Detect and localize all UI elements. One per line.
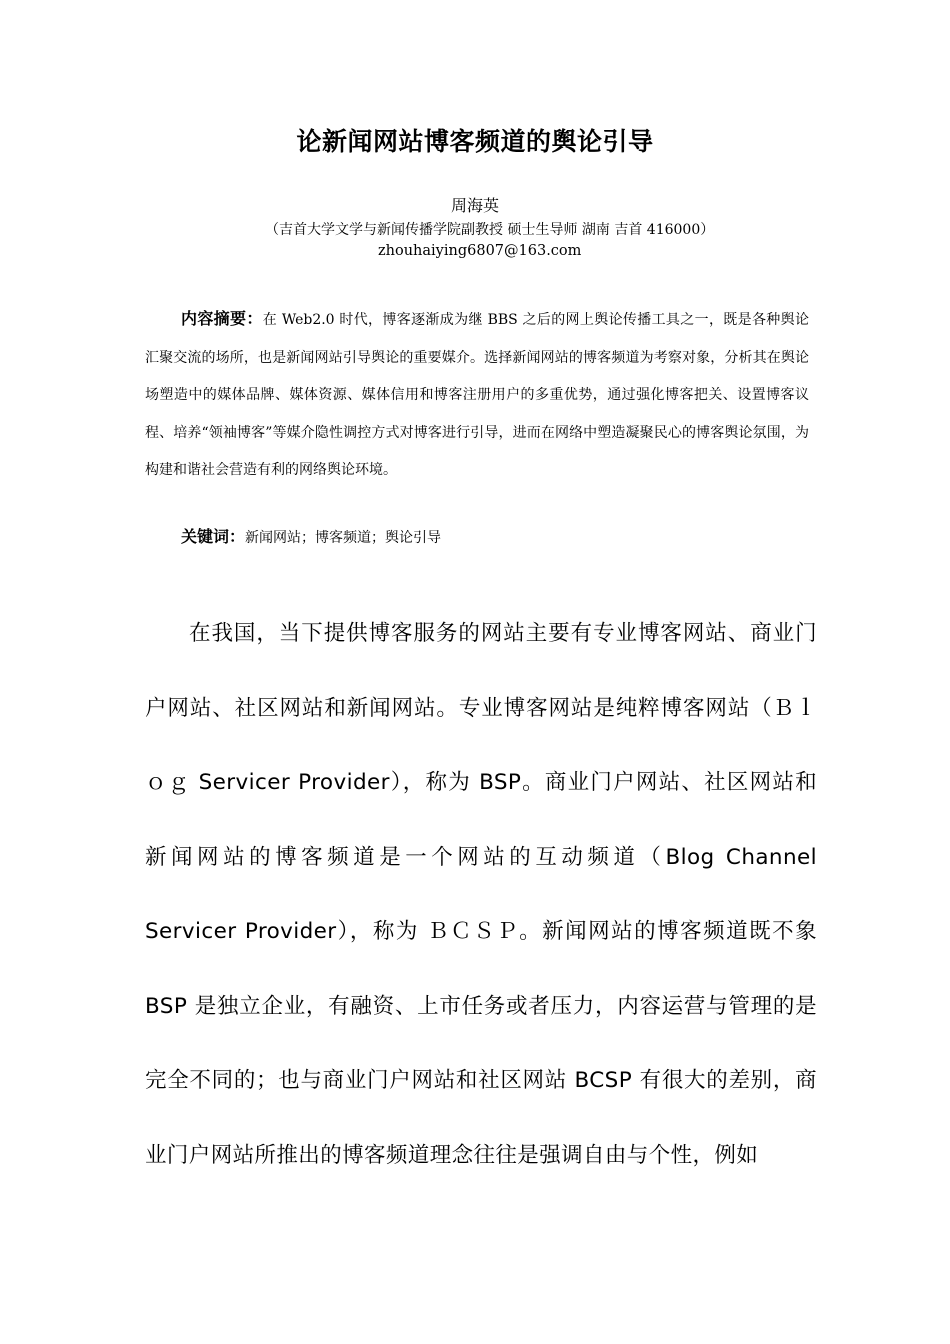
abstract-text: 在 Web2.0 时代，博客逐渐成为继 BBS 之后的网上舆论传播工具之一，既是各种舆论汇聚交流的场所，也是新闻网站引导舆论的重要媒介。选择新闻网站的博客频道为考察对象，分析其在舆论场塑造中的媒体品牌、媒体资源、媒体信用和博客注册用户的多重优势，通过强化博客把关、设置博客议程、培养“领袖博客”等媒介隐性调控方式对博客进行引导，进而在网络中塑造凝聚民心的博客舆论氛围，为构建和谐社会营造有利的网络舆论环境。	[145, 312, 809, 478]
author-affiliation: （吉首大学文学与新闻传播学院副教授 硕士生导师 湖南 吉首 416000）	[265, 222, 715, 238]
article-title: 论新闻网站博客频道的舆论引导	[296, 127, 654, 156]
abstract-paragraph	[145, 300, 809, 490]
abstract-label: 内容摘要：	[181, 309, 263, 328]
author-name: 周海英	[450, 196, 499, 215]
body-paragraph: 在我国，当下提供博客服务的网站主要有专业博客网站、商业门户网站、社区网站和新闻网站。专业博客网站是纯粹博客网站（Ｂｌｏｇ Servicer Provider），称为 BSP。商业门户网站、社区网站和新闻网站的博客频道是一个网站的互动频道（Blog Channel Servicer Provider），称为 ＢＣＳＰ。新闻网站的博客频道既不象 BSP 是独立企业，有融资、上市任务或者压力，内容运营与管理的是完全不同的；也与商业门户网站和社区网站 BCSP 有很大的差别，商业门户网站所推出的博客频道理念往往是强调自由与个性，例如	[145, 621, 817, 1168]
keywords-line	[181, 524, 441, 547]
author-email: zhouhaiying6807@163.com	[378, 243, 582, 259]
keywords-label: 关键词：	[181, 527, 246, 546]
keywords-text: 新闻网站；博客频道；舆论引导	[245, 530, 442, 546]
